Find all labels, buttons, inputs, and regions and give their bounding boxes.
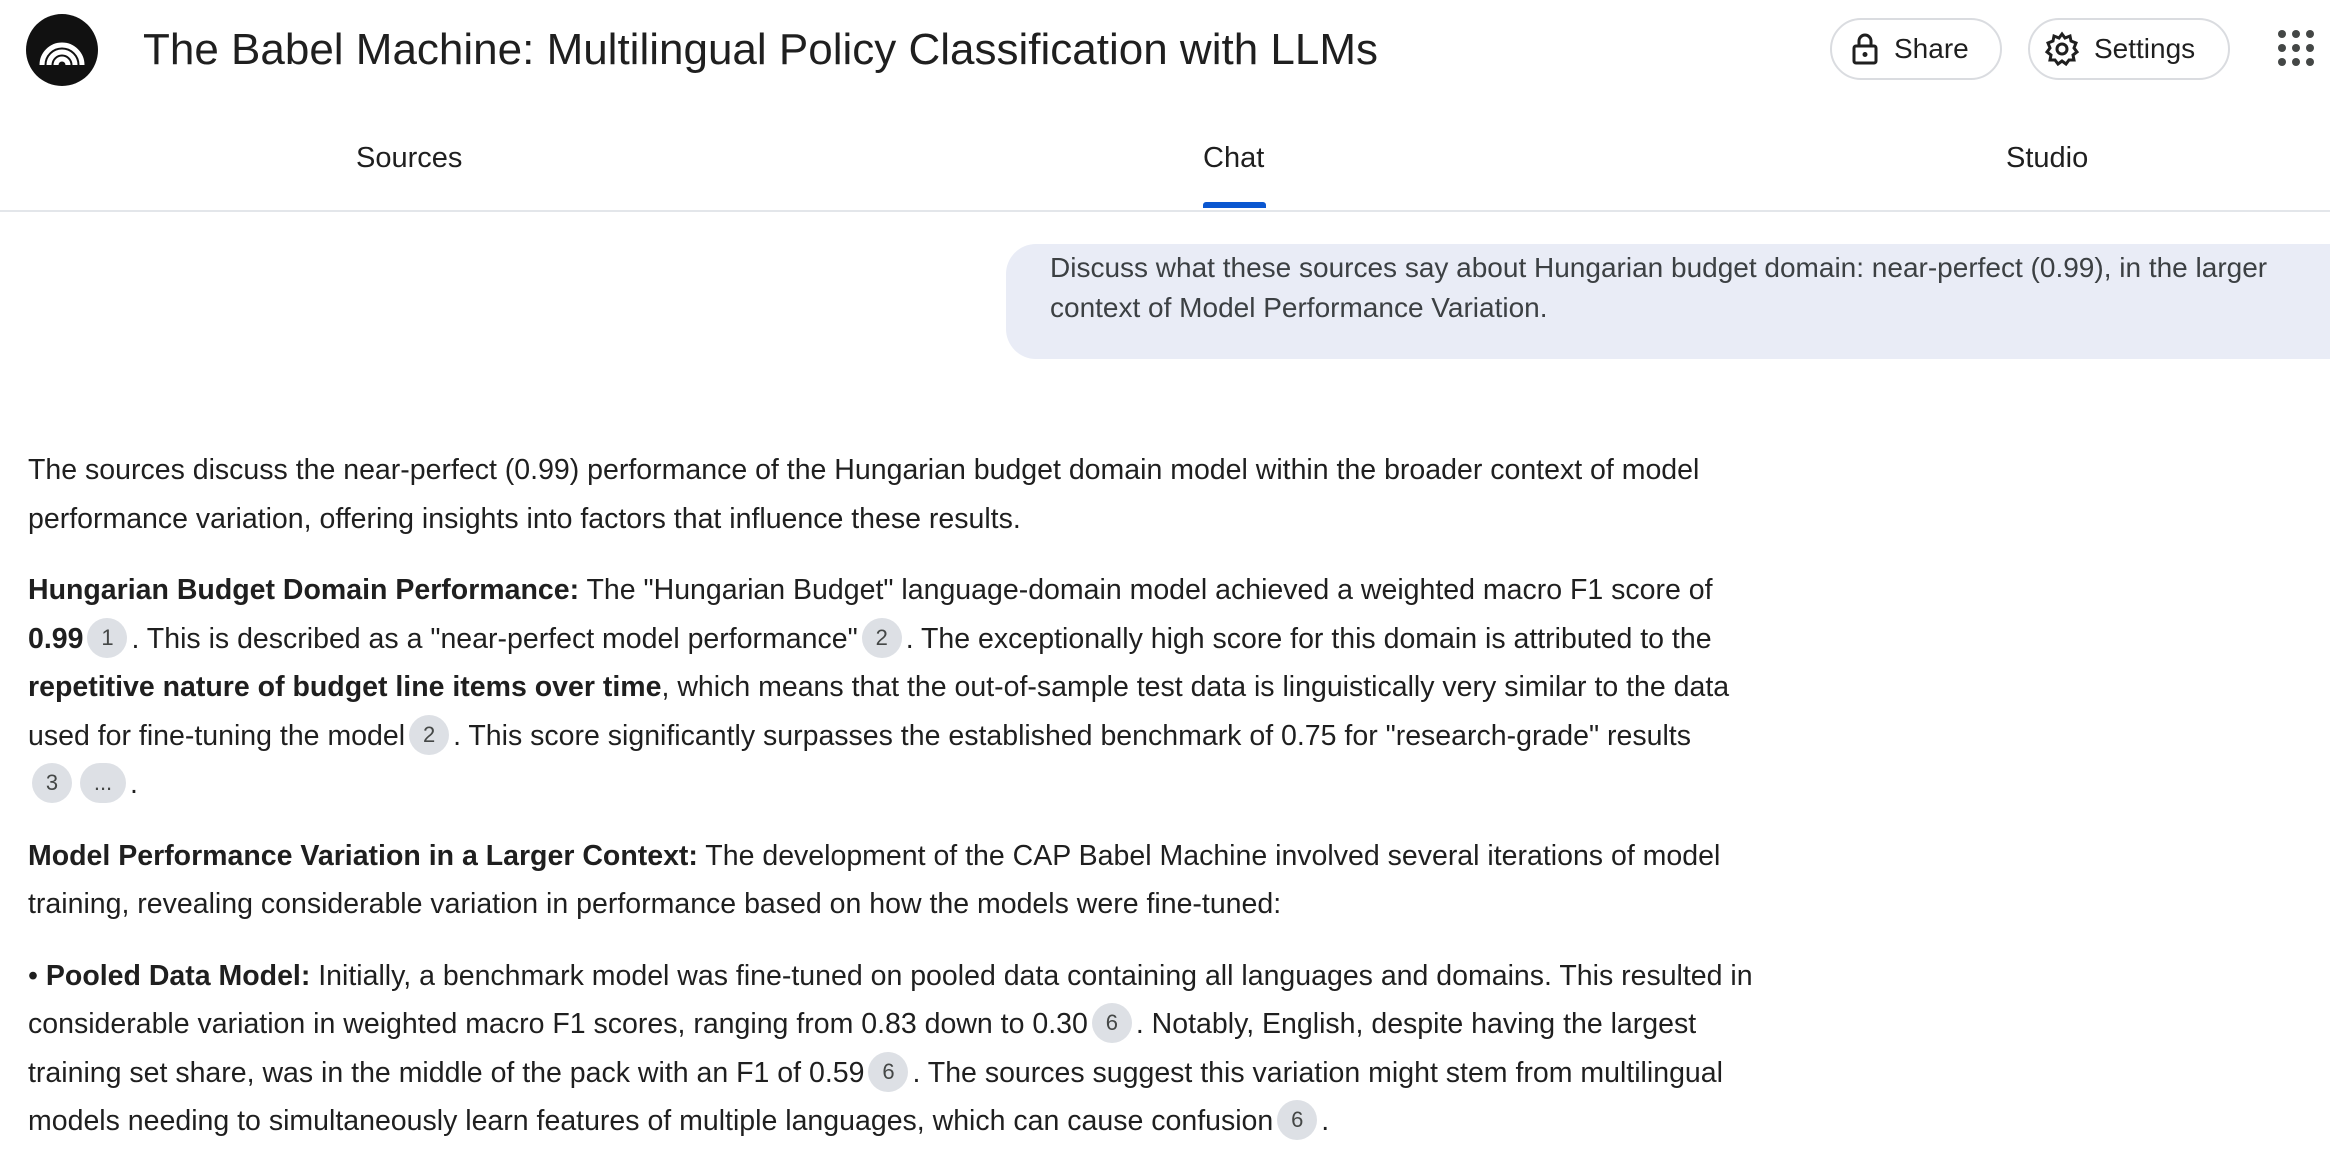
paragraph-text: , which means that the out-of-sample test data is linguistically very similar to the data used for fine-tuning the model xyxy=(28,671,1730,752)
response-bullet-pooled-data xyxy=(28,952,1768,1146)
citation-chip[interactable]: 6 xyxy=(1092,1003,1132,1043)
tab-studio[interactable]: Studio xyxy=(2006,142,2089,174)
tab-sources[interactable]: Sources xyxy=(356,142,463,174)
paragraph-text: The "Hungarian Budget" language-domain model achieved a weighted macro F1 score of xyxy=(579,574,1713,606)
lock-icon xyxy=(1850,32,1880,66)
tab-bar xyxy=(0,100,2330,212)
settings-label: Settings xyxy=(2094,33,2196,64)
paragraph-heading: Pooled Data Model: xyxy=(45,959,311,992)
paragraph-text: . The exceptionally high score for this domain is attributed to the xyxy=(905,622,1712,655)
paragraph-text: The development of the CAP Babel Machine involved several iterations of model training, revealing considerable variation in performance based on how the models were fine-tuned: xyxy=(28,839,1721,920)
paragraph-text: . The sources suggest this variation might stem from multilingual models needing to simultaneously learn features of multiple languages, which can cause confusion xyxy=(28,1056,1723,1137)
notebook-title[interactable]: The Babel Machine: Multilingual Policy Classification with LLMs xyxy=(143,25,1378,74)
citation-chip[interactable]: 6 xyxy=(1277,1100,1317,1140)
paragraph-text: . This is described as a "near-perfect model performance" xyxy=(131,622,858,655)
citation-chip[interactable]: 6 xyxy=(868,1052,908,1092)
user-message-bubble xyxy=(1006,244,2330,359)
score-value: 0.99 xyxy=(28,622,84,655)
app-header xyxy=(0,0,2330,100)
citation-chip[interactable]: 1 xyxy=(87,618,127,658)
paragraph-text: . xyxy=(1321,1105,1330,1137)
citation-chip[interactable]: 3 xyxy=(32,763,72,803)
response-paragraph-hungarian-budget xyxy=(28,566,1768,809)
response-paragraph-performance-variation xyxy=(28,832,1768,929)
settings-button[interactable] xyxy=(2028,18,2230,80)
notebook-logo-icon[interactable] xyxy=(26,14,98,86)
gear-icon xyxy=(2044,31,2080,67)
bullet-marker: • xyxy=(28,959,46,992)
share-label: Share xyxy=(1894,33,1969,64)
paragraph-text: Initially, a benchmark model was fine-tuned on pooled data containing all languages and domains. This resulted in considerable variation in weighted macro F1 scores, ranging from 0.83 down to 0.30 xyxy=(28,959,1753,1040)
response-intro: The sources discuss the near-perfect (0.99) performance of the Hungarian budget domain model within the broader context of model performance variation, offering insights into factors that influence these results. xyxy=(28,454,1700,535)
apps-grid-icon[interactable] xyxy=(2278,30,2314,66)
paragraph-heading: Model Performance Variation in a Larger Context: xyxy=(28,839,698,872)
share-button[interactable] xyxy=(1830,18,2002,80)
tab-chat[interactable]: Chat xyxy=(1203,142,1265,174)
user-message-text: Discuss what these sources say about Hungarian budget domain: near-perfect (0.99), in the larger context of Model Performance Variation. xyxy=(1050,252,2268,323)
paragraph-text: . xyxy=(130,768,138,800)
paragraph-text: . This score significantly surpasses the established benchmark of 0.75 for "research-grade" results xyxy=(453,719,1691,752)
active-tab-indicator xyxy=(1203,202,1266,208)
assistant-response xyxy=(28,446,1768,1169)
paragraph-heading: Hungarian Budget Domain Performance: xyxy=(28,574,580,606)
citation-chip[interactable]: 2 xyxy=(409,715,449,755)
more-citations-chip[interactable]: ... xyxy=(80,763,126,803)
emphasized-text: repetitive nature of budget line items over time xyxy=(28,671,662,703)
citation-chip[interactable]: 2 xyxy=(862,618,902,658)
paragraph-text: . Notably, English, despite having the largest training set share, was in the middle of the pack with an F1 of 0.59 xyxy=(28,1008,1697,1089)
